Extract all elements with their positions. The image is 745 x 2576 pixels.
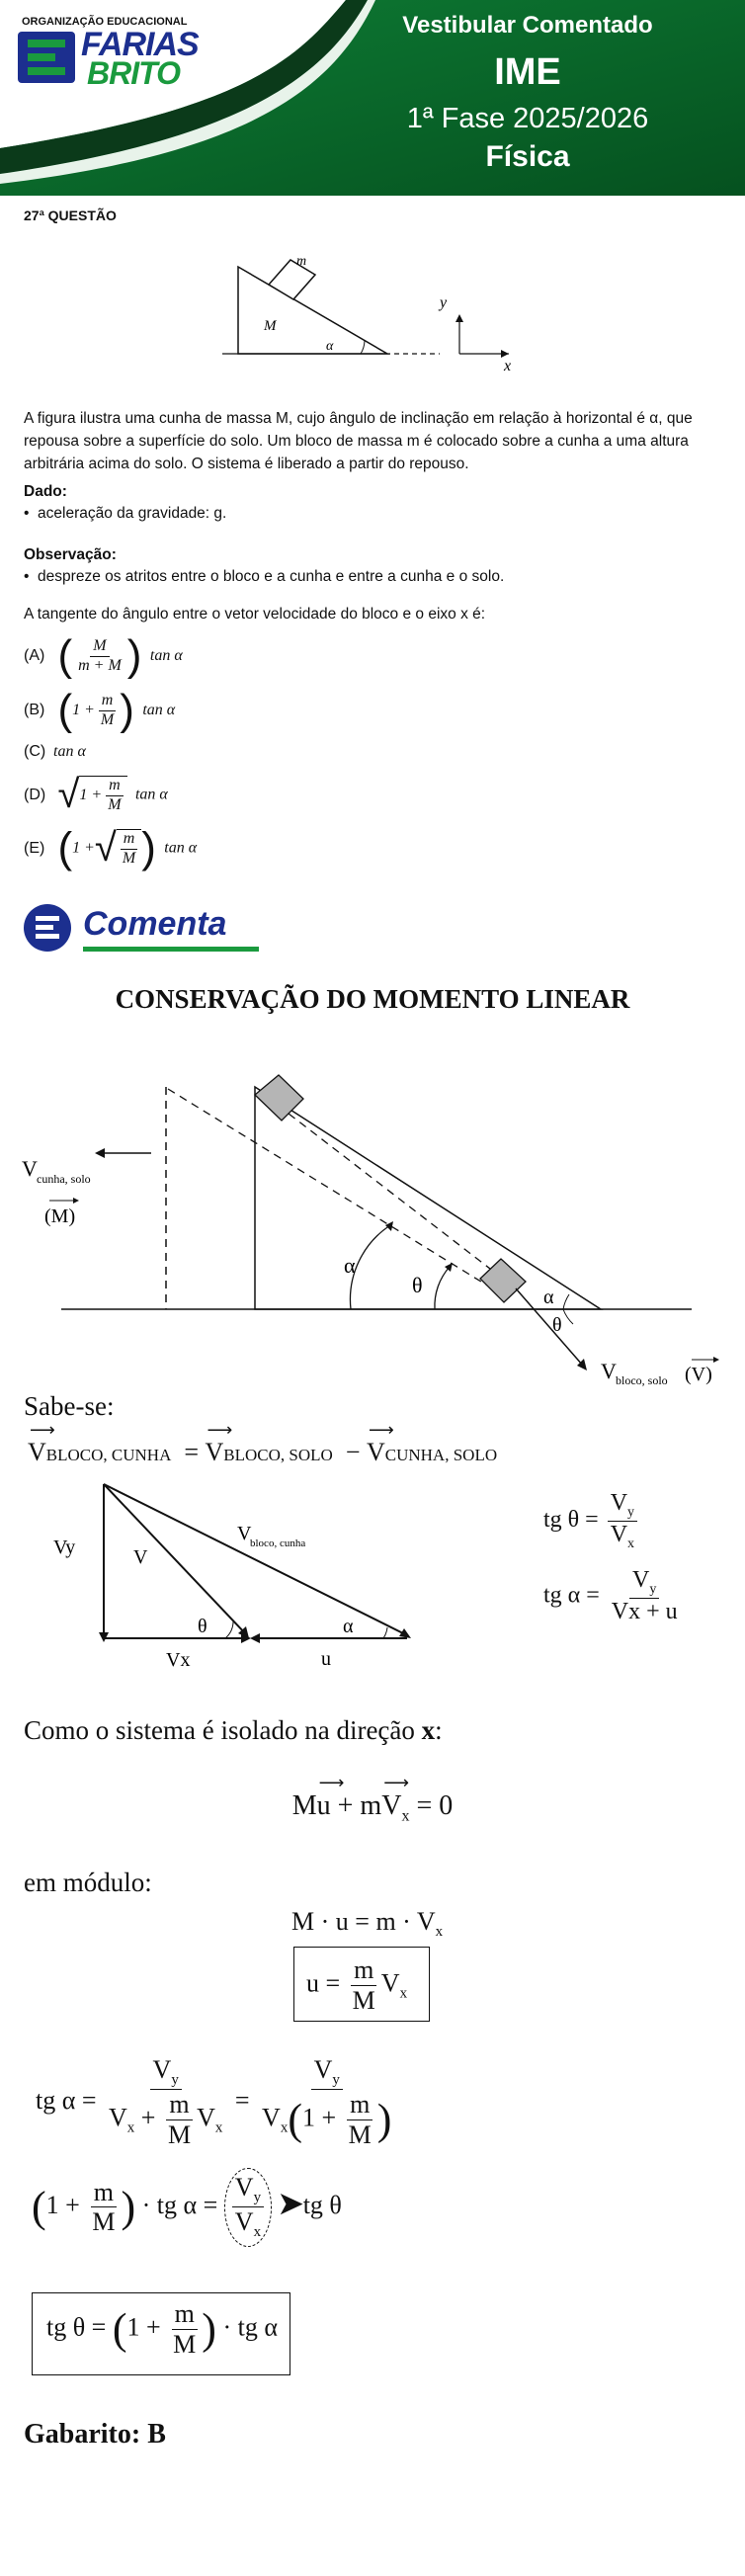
given-title: Dado: [24,483,67,500]
fig-label-m: m [296,254,307,269]
comenta-logo [24,904,71,952]
question-statement: A figura ilustra uma cunha de massa M, cujo ângulo de inclinação em relação à horizontal é α, que repousa sobre a superfície do solo. Um bloco de massa m é colocado sobre a cunha a uma altura arbitrária acima do solo. O sistema é liberado a partir do repouso. [24,410,693,472]
tg-alpha-eq: tg α = $\frac{V_y}{Vx + u}$ [543,1567,678,1624]
tri-theta: θ [198,1616,207,1637]
question-ask: A tangente do ângulo entre o vetor velocidade do bloco e o eixo x é: [24,606,486,623]
option-a[interactable]: (A) ( $\frac{M}{m + M}$ ) tan α [24,631,183,680]
option-e[interactable]: (E) (1 +√ $\frac{m}{M}$ ) tan α [24,823,198,873]
option-b[interactable]: (B) (1 + $\frac{m}{M}$ ) tan α [24,686,176,734]
banner-subject: Física [485,140,570,173]
option-c[interactable]: (C) tan α [24,743,86,760]
answer-key: Gabarito: B [24,2419,166,2450]
fig-axis-x: x [504,358,512,374]
tri-vx: Vx [166,1649,191,1671]
modulus-eq: $M \cdot u = m \cdot V_x$ [291,1907,444,1941]
tg-alpha-rearranged: (1 + $\frac{m}{M}$ ) · tg α = $\frac{V_y}{V_x}$ ➤tg θ [32,2168,342,2247]
u-boxed: u = $\frac{m}{M}$ $V_x$ [293,1947,430,2022]
fig2-v-wedge-sub: cunha, solo [37,1172,91,1186]
fig2-theta-2: θ [552,1314,562,1336]
banner-exam: IME [494,51,561,93]
section-title: CONSERVAÇÃO DO MOMENTO LINEAR [115,984,630,1014]
fig2-v-block: V [601,1359,617,1383]
given-item: • aceleração da gravidade: g. [24,505,227,522]
banner-phase: 1ª Fase 2025/2026 [406,103,649,134]
tri-vbc: V [237,1523,252,1544]
fig2-v-wedge-tag: (M) [44,1205,76,1227]
momentum-eq: M⟶ u + m⟶ $V_x = 0$ [0,1790,745,1826]
final-boxed: tg θ = (1 + $\frac{m}{M}$ ) · tg α [32,2292,290,2375]
tg-theta-eq: tg θ = $\frac{V_y}{V_x}$ [543,1490,640,1552]
velocity-triangle [40,1472,425,1680]
fig-label-M: M [264,318,277,334]
fig2-v-block-tag: (V) [685,1364,712,1385]
fig2-v-block-sub: bloco, solo [616,1373,668,1387]
fb-logo [18,32,75,83]
fig2-theta: θ [412,1273,423,1297]
fig-label-alpha: α [326,339,334,354]
tri-alpha: α [343,1616,354,1637]
obs-title: Observação: [24,546,117,563]
banner-title: Vestibular Comentado [402,12,653,39]
wedge-figure [212,245,529,374]
comenta-brand: Comenta [83,905,227,943]
tri-v: V [133,1546,148,1568]
header-banner [0,0,745,196]
obs-item: • despreze os atritos entre o bloco e a cunha e entre a cunha e o solo. [24,568,505,585]
isolated-text: Como o sistema é isolado na direção x: [24,1715,443,1745]
option-d[interactable]: (D) √1 + $\frac{m}{M}$ tan α [24,773,168,816]
tri-vbc-sub: bloco, cunha [250,1537,306,1549]
fig2-alpha-2: α [543,1287,554,1308]
known-label: Sabe-se: [24,1391,115,1421]
org-name-1: FARIAS [81,26,199,63]
comenta-underline [83,947,259,952]
tri-vy: Vy [53,1537,76,1558]
fig-axis-y: y [440,294,448,311]
tg-alpha-derivation: tg α = $V_y$ $V_x$ + $\frac{m}{M}$ $V_x$ = $V_y$ $V_x(1$ + $\frac{m}{M}$ ) [36,2055,392,2150]
org-top-label: ORGANIZAÇÃO EDUCACIONAL [22,16,188,28]
fig2-alpha: α [344,1253,356,1278]
tri-u: u [321,1648,331,1670]
fig2-v-wedge: V [22,1156,38,1181]
modulus-label: em módulo: [24,1868,152,1897]
velocity-relation: ⟶ VBLOCO, CUNHA = ⟶ VBLOCO, SOLO − ⟶ VCUNHA, SOLO [28,1438,497,1467]
question-number: 27ª QUESTÃO [24,208,117,223]
org-name-2: BRITO [87,55,180,91]
momentum-figure [10,1047,741,1393]
